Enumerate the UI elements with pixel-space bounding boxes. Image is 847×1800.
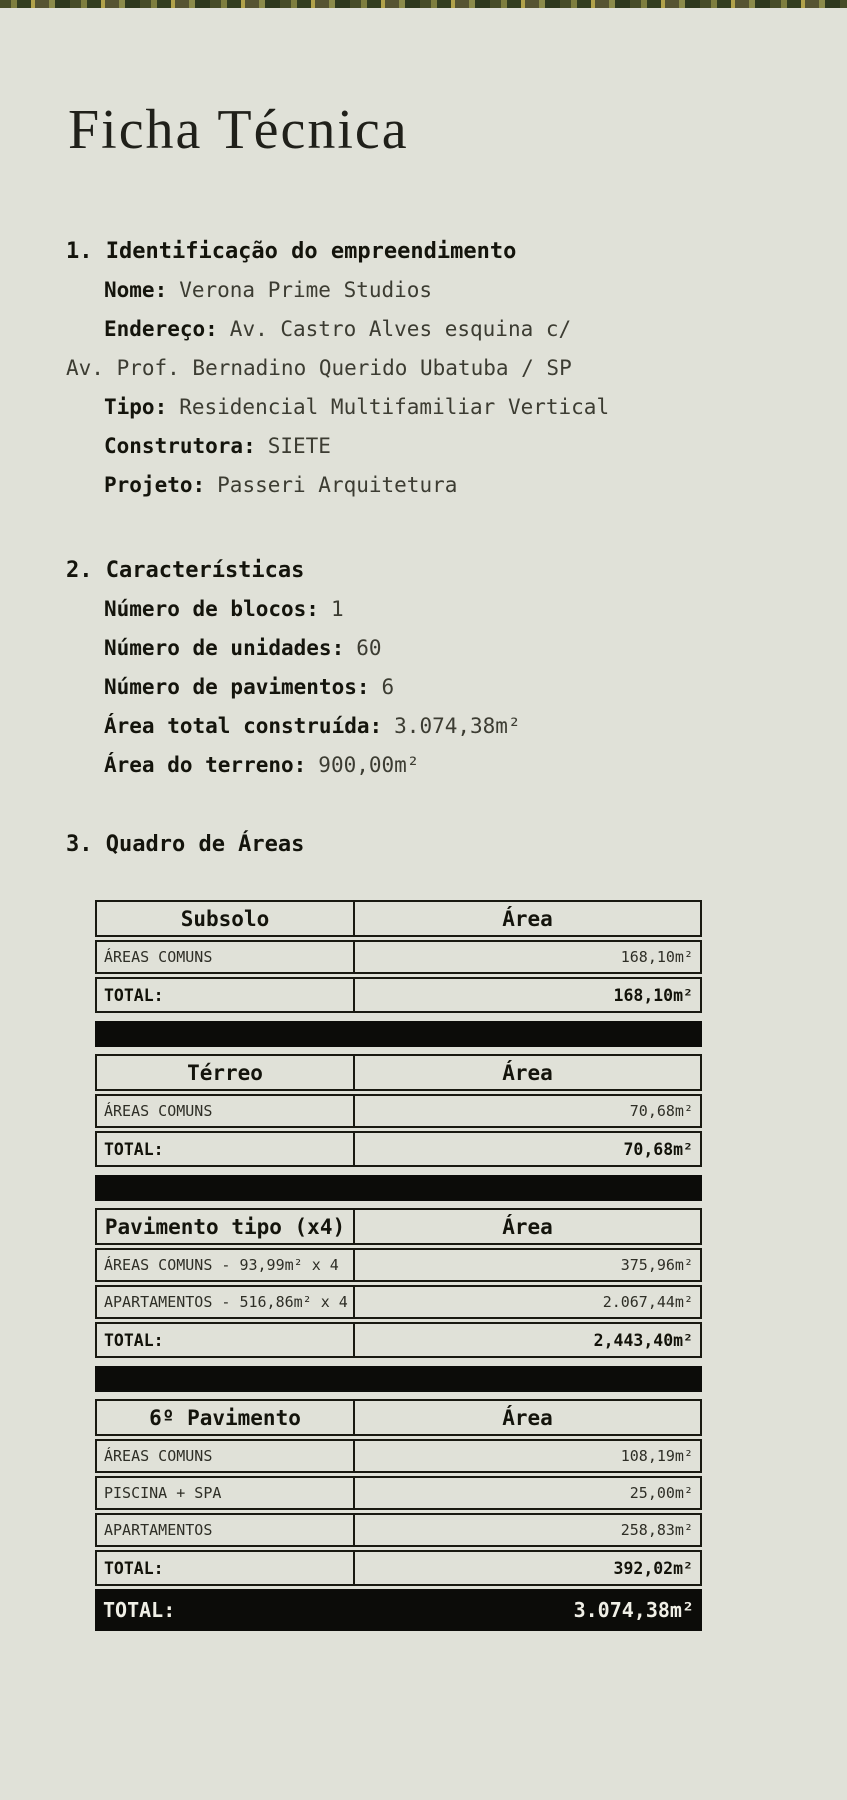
table-row (95, 1476, 702, 1510)
info-value: 6 (381, 675, 395, 699)
section-heading: 2. Características (66, 558, 305, 583)
info-value: Passeri Arquitetura (217, 473, 458, 497)
total-value: 168,10m² (613, 985, 693, 1005)
info-line (66, 746, 807, 785)
table-row (95, 1513, 702, 1547)
area-tables (95, 900, 702, 1631)
separator-bar (95, 1175, 702, 1201)
grand-total-row (95, 1589, 702, 1631)
info-value: Av. Prof. Bernadino Querido Ubatuba / SP (66, 356, 572, 380)
grand-total-label: TOTAL: (103, 1598, 176, 1622)
grand-total-value: 3.074,38m² (573, 1598, 694, 1622)
info-value: 900,00m² (318, 753, 420, 777)
info-line (66, 388, 807, 427)
row-label: APARTAMENTOS - 516,86m² x 4 (97, 1287, 355, 1317)
info-line (66, 668, 807, 707)
area-table-terreo (95, 1054, 702, 1167)
row-label: ÁREAS COMUNS (97, 942, 355, 972)
row-value: 70,68m² (629, 1102, 693, 1120)
row-label: ÁREAS COMUNS (97, 1096, 355, 1126)
row-value: 25,00m² (629, 1484, 693, 1502)
info-line (66, 590, 807, 629)
total-value: 2,443,40m² (593, 1330, 693, 1350)
row-value: 2.067,44m² (602, 1293, 693, 1311)
info-label: Número de unidades: (104, 636, 345, 660)
table-row (95, 1439, 702, 1473)
total-row (95, 1550, 702, 1586)
row-value: 375,96m² (620, 1256, 693, 1274)
row-value: 108,19m² (620, 1447, 693, 1465)
info-label: Construtora: (104, 434, 256, 458)
separator-bar (95, 1366, 702, 1392)
row-label: ÁREAS COMUNS - 93,99m² x 4 (97, 1250, 355, 1280)
total-label: TOTAL: (97, 1552, 355, 1584)
table-row (95, 1248, 702, 1282)
info-line (66, 629, 807, 668)
row-label: APARTAMENTOS (97, 1515, 355, 1545)
info-value: Verona Prime Studios (179, 278, 433, 302)
table-header-row (95, 1208, 702, 1245)
table-header-row (95, 1054, 702, 1091)
info-label: Projeto: (104, 473, 206, 497)
section-heading: 3. Quadro de Áreas (66, 832, 305, 857)
area-table-sexto-pavimento (95, 1399, 702, 1631)
area-header: Área (502, 1405, 553, 1430)
info-label: Endereço: (104, 317, 218, 341)
info-line (66, 707, 807, 746)
area-header: Área (502, 1060, 553, 1085)
total-label: TOTAL: (97, 1324, 355, 1356)
info-line (66, 310, 807, 349)
row-value: 168,10m² (620, 948, 693, 966)
info-value: 3.074,38m² (394, 714, 521, 738)
area-table-pavimento-tipo (95, 1208, 702, 1358)
table-header-row (95, 900, 702, 937)
info-value: SIETE (267, 434, 331, 458)
info-value: 60 (356, 636, 382, 660)
info-line-wrap (66, 349, 807, 388)
total-label: TOTAL: (97, 979, 355, 1011)
floor-header: Térreo (97, 1056, 355, 1089)
row-label: ÁREAS COMUNS (97, 1441, 355, 1471)
row-value: 258,83m² (620, 1521, 693, 1539)
section-quadro-areas (66, 825, 807, 864)
area-header: Área (502, 1214, 553, 1239)
row-label: PISCINA + SPA (97, 1478, 355, 1508)
total-label: TOTAL: (97, 1133, 355, 1165)
separator-bar (95, 1021, 702, 1047)
info-value: 1 (330, 597, 344, 621)
info-value: Residencial Multifamiliar Vertical (179, 395, 610, 419)
info-label: Área do terreno: (104, 753, 307, 777)
area-table-subsolo (95, 900, 702, 1013)
floor-header: 6º Pavimento (97, 1401, 355, 1434)
total-row (95, 1322, 702, 1358)
table-header-row (95, 1399, 702, 1436)
info-label: Nome: (104, 278, 168, 302)
info-line (66, 466, 807, 505)
section-caracteristicas (66, 551, 807, 785)
table-row (95, 1094, 702, 1128)
info-line (66, 427, 807, 466)
info-label: Tipo: (104, 395, 168, 419)
info-value: Av. Castro Alves esquina c/ (229, 317, 572, 341)
total-value: 392,02m² (613, 1558, 693, 1578)
section-heading: 1. Identificação do empreendimento (66, 239, 517, 264)
total-row (95, 1131, 702, 1167)
photo-edge-strip (0, 0, 847, 8)
info-label: Área total construída: (104, 714, 383, 738)
total-value: 70,68m² (623, 1139, 693, 1159)
area-header: Área (502, 906, 553, 931)
info-line (66, 271, 807, 310)
info-label: Número de blocos: (104, 597, 319, 621)
table-row (95, 1285, 702, 1319)
total-row (95, 977, 702, 1013)
info-label: Número de pavimentos: (104, 675, 370, 699)
table-row (95, 940, 702, 974)
floor-header: Subsolo (97, 902, 355, 935)
floor-header: Pavimento tipo (x4) (97, 1210, 355, 1243)
page-title: Ficha Técnica (68, 99, 409, 161)
section-identificacao (66, 232, 807, 505)
